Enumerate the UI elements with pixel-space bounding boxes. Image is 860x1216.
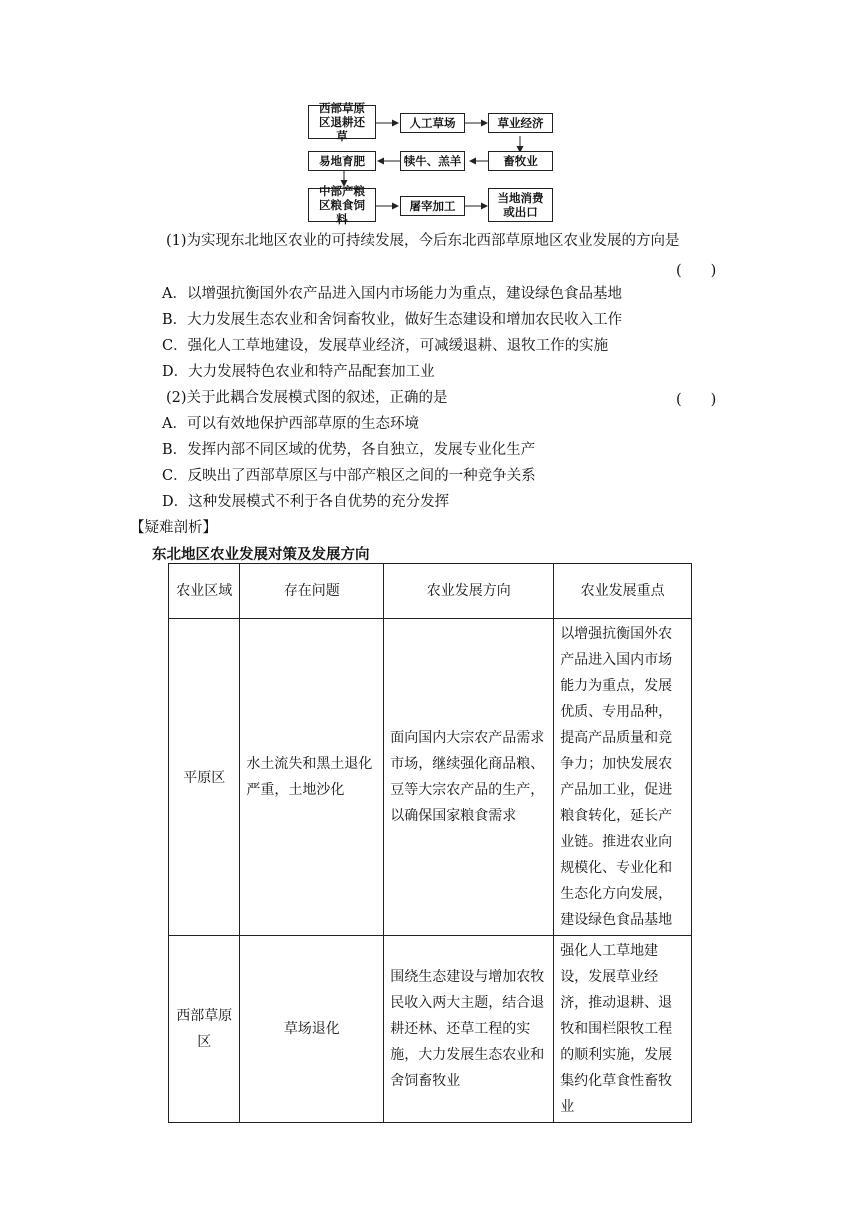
box-consume-label: 当地消费或出口	[497, 191, 544, 219]
q2-option-b: B．发挥内部不同区域的优势，各自独立，发展专业化生产	[162, 442, 536, 458]
box-fert-label: 易地育肥	[319, 154, 365, 168]
q2-option-a: A．可以有效地保护西部草原的生态环境	[162, 416, 419, 432]
cell-region: 平原区	[169, 619, 240, 936]
q1-option-d: D．大力发展特色农业和特产品配套加工业	[162, 364, 435, 380]
coupling-flowchart	[308, 101, 553, 226]
q1-option-b: B．大力发展生态农业和舍饲畜牧业，做好生态建设和增加农民收入工作	[162, 312, 623, 328]
box-consume-export	[488, 188, 553, 222]
box-slaughter	[400, 196, 465, 216]
q2-option-c: C．反映出了西部草原区与中部产粮区之间的一种竞争关系	[162, 468, 536, 484]
q1-answer-paren: ( )	[676, 263, 717, 279]
cell-direction: 围绕生态建设与增加农牧民收入两大主题，结合退耕还林、还草工程的实施，大力发展生态农业和舍饲畜牧业	[384, 936, 554, 1123]
cell-direction: 面向国内大宗农产品需求市场，继续强化商品粮、豆等大宗农产品的生产，以确保国家粮食需求	[384, 619, 554, 936]
box-central-grain	[308, 184, 376, 226]
table-title: 东北地区农业发展对策及发展方向	[152, 547, 370, 563]
box-grass-label: 人工草场	[409, 116, 456, 130]
q1-option-c: C．强化人工草地建设，发展草业经济，可减缓退耕、退牧工作的实施	[162, 338, 609, 354]
box-central-label: 中部产粮区粮食饲料	[319, 184, 365, 226]
q2-stem: (2)关于此耦合发展模式图的叙述，正确的是	[166, 390, 448, 406]
box-econ-label: 草业经济	[497, 116, 544, 130]
cell-focus: 以增强抗衡国外农产品进入国内市场能力为重点，发展优质、专用品种，提高产品质量和竞争力；加快发展农产品加工业，促进粮食转化，延长产业链。推进农业向规模化、专业化和生态化方向发展，建设绿色食品基地	[554, 619, 692, 936]
box-animal-husbandry	[488, 151, 553, 171]
table-row	[169, 619, 692, 936]
box-grass-economy	[488, 113, 553, 133]
q1-stem: (1)为实现东北地区农业的可持续发展，今后东北西部草原地区农业发展的方向是	[166, 233, 680, 249]
header-region: 农业区域	[169, 564, 240, 619]
box-calves-lambs	[400, 151, 465, 171]
box-slaughter-label: 屠宰加工	[409, 199, 456, 213]
table-row	[169, 936, 692, 1123]
box-fattening	[308, 151, 376, 171]
box-animal-label: 畜牧业	[503, 154, 538, 168]
q2-option-d: D．这种发展模式不利于各自优势的充分发挥	[162, 494, 450, 510]
header-focus: 农业发展重点	[554, 564, 692, 619]
cell-problem: 水土流失和黑土退化严重，土地沙化	[240, 619, 384, 936]
q2-answer-paren: ( )	[676, 392, 717, 408]
agriculture-table	[168, 563, 692, 1123]
table-header-row	[169, 564, 692, 619]
cell-focus: 强化人工草地建设，发展草业经济，推动退耕、退牧和围栏限牧工程的顺利实施，发展集约化草食性畜牧业	[554, 936, 692, 1123]
section-title: 【疑难剖析】	[130, 520, 217, 536]
box-artificial-grassland	[400, 113, 465, 133]
box-west-grassland	[308, 101, 376, 143]
cell-region: 西部草原区	[169, 936, 240, 1123]
cell-problem: 草场退化	[240, 936, 384, 1123]
box-cattle-label: 犊牛、羔羊	[403, 154, 462, 168]
q1-option-a: A．以增强抗衡国外农产品进入国内市场能力为重点，建设绿色食品基地	[162, 286, 622, 302]
header-problem: 存在问题	[240, 564, 384, 619]
box-west-label: 西部草原区退耕还草	[319, 101, 365, 143]
header-direction: 农业发展方向	[384, 564, 554, 619]
